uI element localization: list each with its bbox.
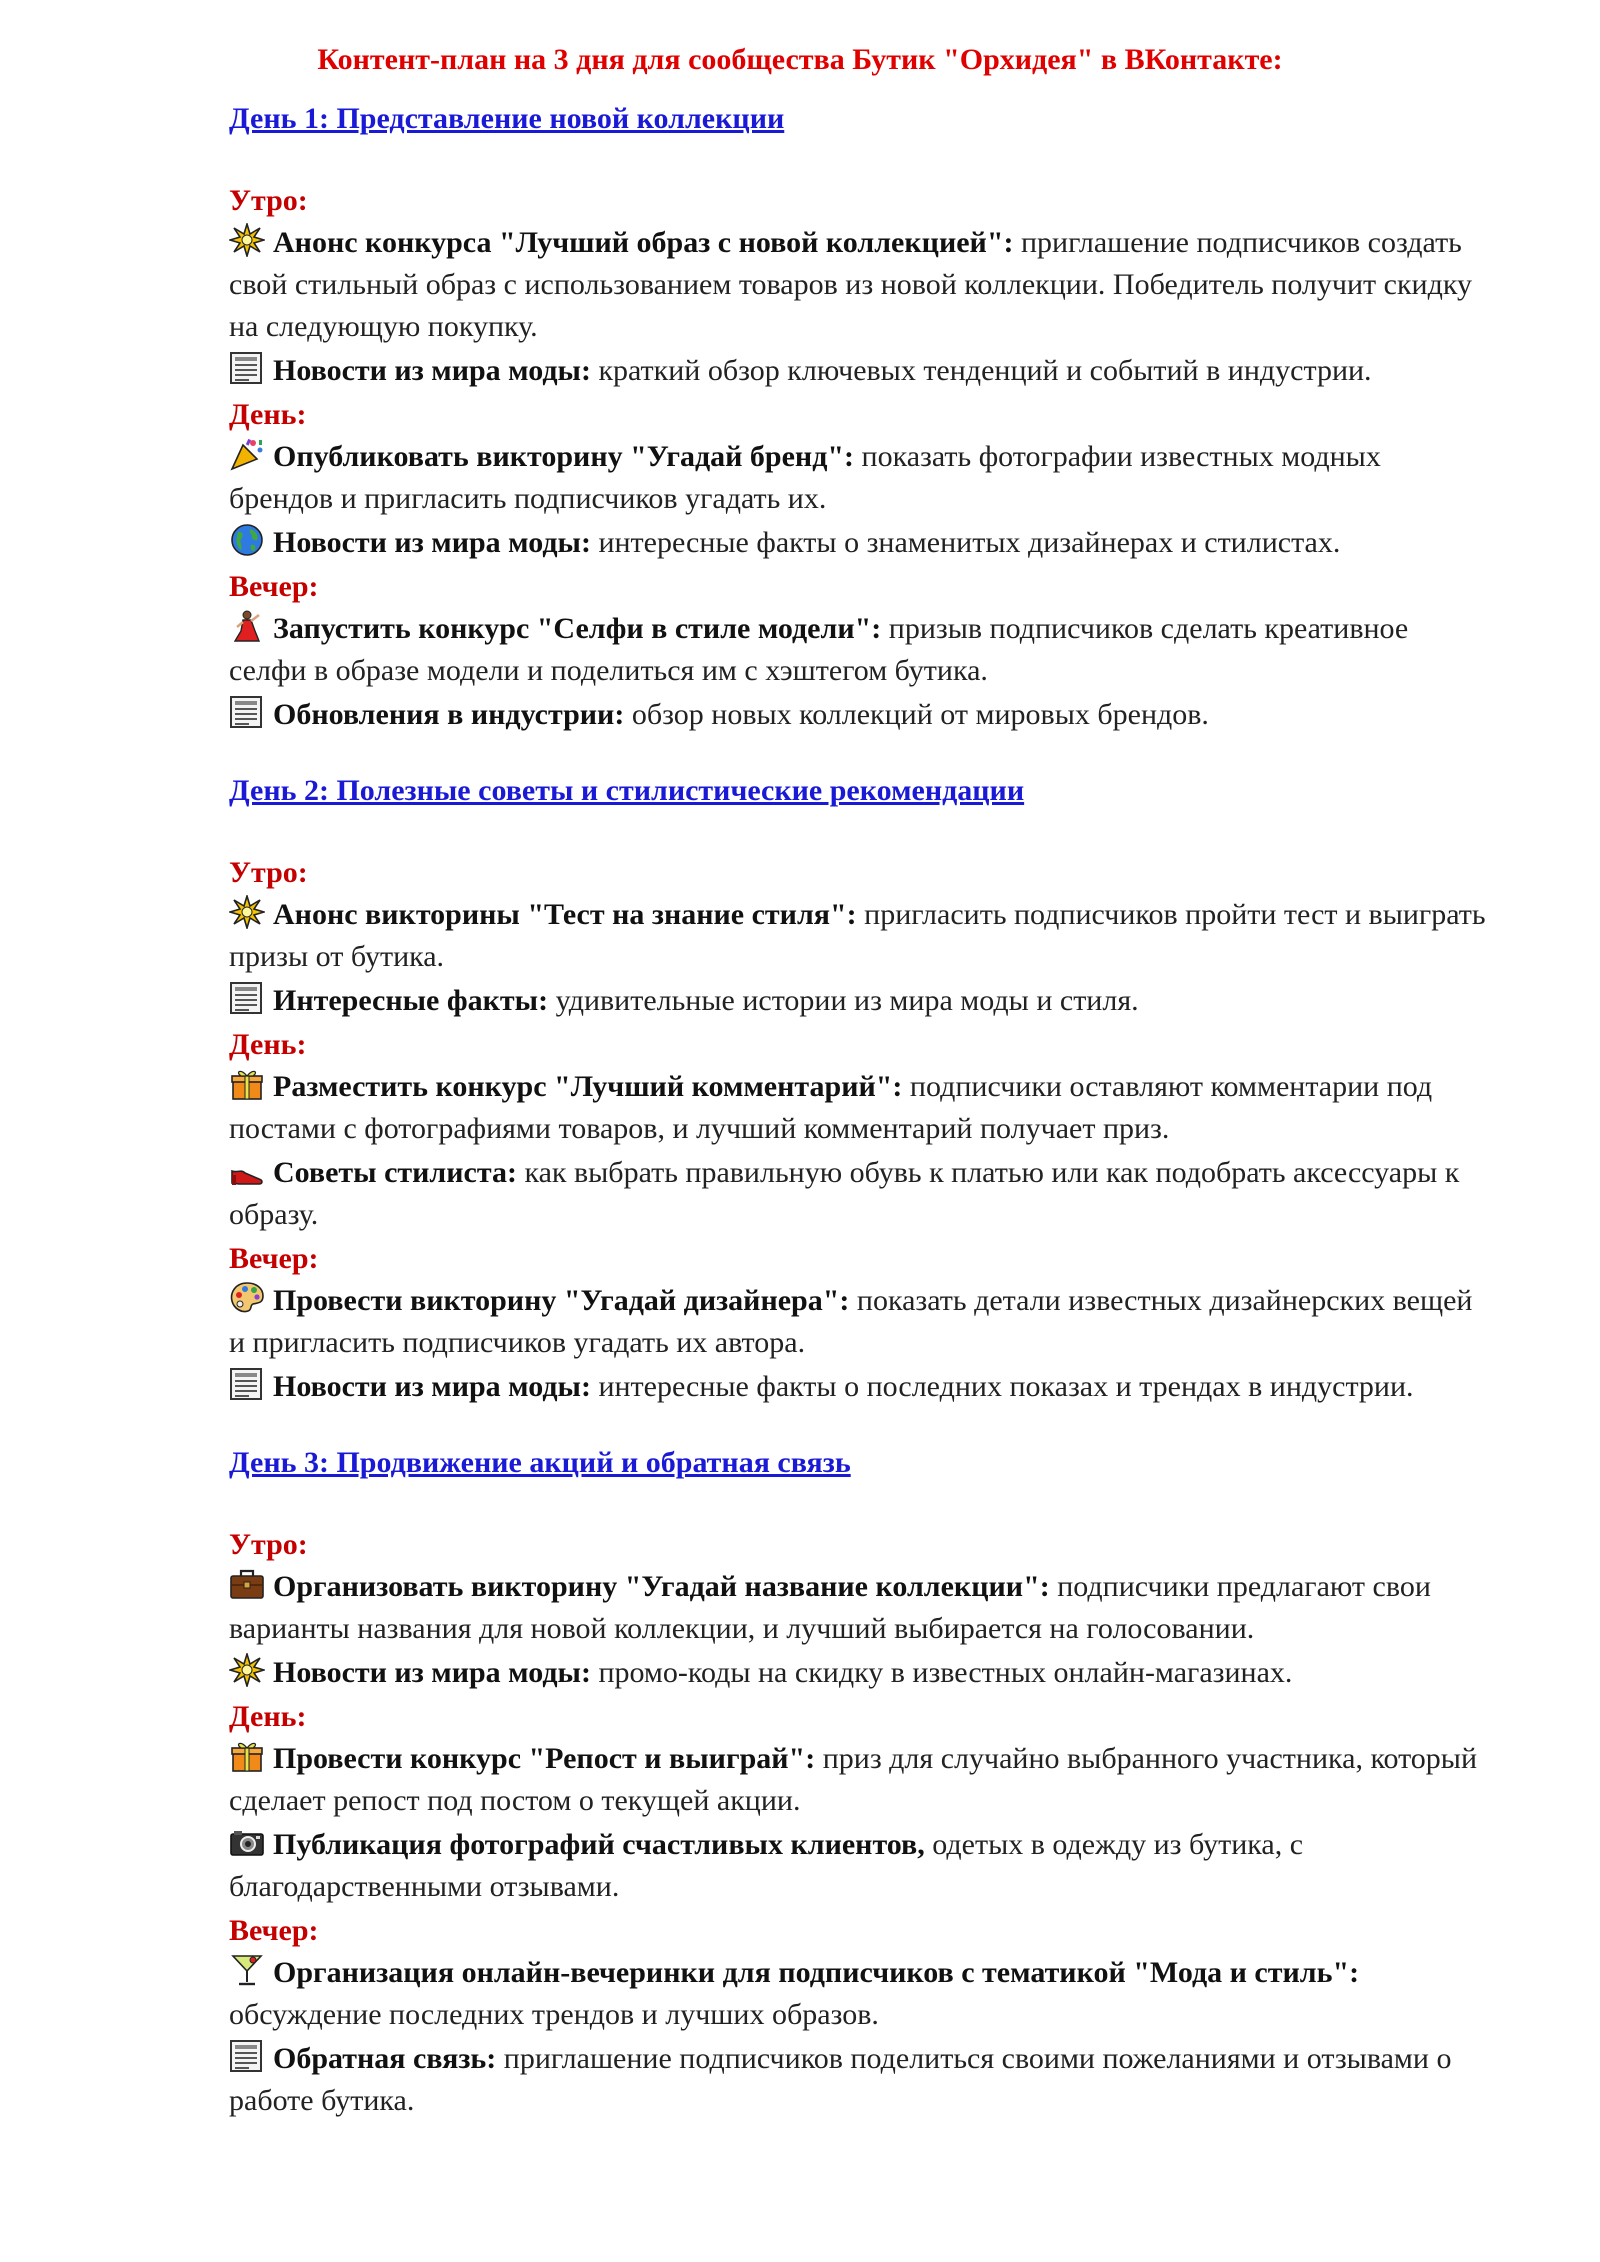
item-title: Разместить конкурс "Лучший комментарий": [273,1070,903,1103]
plan-item [229,980,1491,1022]
item-title: Публикация фотографий счастливых клиентов, [273,1828,925,1861]
plan-item [229,1152,1491,1236]
item-title: Организовать викторину "Угадай название коллекции": [273,1570,1050,1603]
document-content [229,36,1491,2156]
item-description: подписчики оставляют комментарии под постами с фотографиями товаров, и лучший комментарий получает приз. [229,1070,1433,1145]
globe-icon [229,523,267,557]
item-description: промо-коды на скидку в известных онлайн-магазинах. [590,1656,1293,1689]
newspaper-icon [229,695,267,729]
item-title: Запустить конкурс "Селфи в стиле модели": [273,612,882,645]
plan-item [229,436,1491,520]
item-description: показать детали известных дизайнерских вещей и пригласить подписчиков угадать их автора. [229,1284,1473,1359]
plan-item [229,522,1491,564]
plan-item [229,694,1491,736]
sparkle-icon [229,1653,267,1687]
plan-item [229,2038,1491,2122]
item-title: Новости из мира моды: [273,526,591,559]
period-label: День: [229,1700,307,1733]
plan-item [229,1566,1491,1650]
plan-item [229,1066,1491,1150]
item-title: Советы стилиста: [273,1156,517,1189]
item-description: как выбрать правильную обувь к платью или как подобрать аксессуары к образу. [229,1156,1460,1231]
item-description: одетых в одежду из бутика, с благодарственными отзывами. [229,1828,1304,1903]
plan-item [229,1738,1491,1822]
item-title: Обновления в индустрии: [273,698,625,731]
period-label: Утро: [229,1528,308,1561]
item-title: Новости из мира моды: [273,354,591,387]
plan-item [229,222,1491,348]
item-title: Провести викторину "Угадай дизайнера": [273,1284,850,1317]
period-label: День: [229,1028,307,1061]
item-description: показать фотографии известных модных брендов и пригласить подписчиков угадать их. [229,440,1381,515]
period-label: Утро: [229,184,308,217]
plan-item [229,894,1491,978]
period-label: День: [229,398,307,431]
item-description: обзор новых коллекций от мировых брендов. [624,698,1209,731]
plan-item [229,1652,1491,1694]
party-popper-icon [229,437,267,471]
sparkle-icon [229,223,267,257]
day-section [229,770,1491,1408]
plan-item [229,1280,1491,1364]
item-description: краткий обзор ключевых тенденций и событий в индустрии. [590,354,1372,387]
item-description: пригласить подписчиков пройти тест и выиграть призы от бутика. [229,898,1486,973]
item-description: интересные факты о знаменитых дизайнерах и стилистах. [590,526,1341,559]
gift-icon [229,1739,267,1773]
item-title: Новости из мира моды: [273,1370,591,1403]
plan-item [229,1952,1491,2036]
newspaper-icon [229,1367,267,1401]
spacer [229,140,1491,180]
day-heading[interactable]: День 3: Продвижение акций и обратная связь [229,1446,851,1479]
newspaper-icon [229,2039,267,2073]
high-heel-icon [229,1153,267,1187]
item-title: Интересные факты: [273,984,549,1017]
item-description: приглашение подписчиков создать свой стильный образ с использованием товаров из новой коллекции. Победитель получит скидку на следующую покупку. [229,226,1473,343]
newspaper-icon [229,351,267,385]
item-description: обсуждение последних трендов и лучших образов. [229,1998,879,2031]
item-description: интересные факты о последних показах и трендах в индустрии. [590,1370,1414,1403]
day-section [229,98,1491,736]
item-title: Опубликовать викторину "Угадай бренд": [273,440,855,473]
item-description: удивительные истории из мира моды и стиля. [548,984,1139,1017]
plan-item [229,1366,1491,1408]
item-title: Анонс викторины "Тест на знание стиля": [273,898,857,931]
plan-item [229,1824,1491,1908]
item-title: Обратная связь: [273,2042,497,2075]
item-title: Анонс конкурса "Лучший образ с новой коллекцией": [273,226,1014,259]
plan-item [229,608,1491,692]
dancer-icon [229,609,267,643]
days-container [229,98,1491,2122]
spacer [229,1484,1491,1524]
gift-icon [229,1067,267,1101]
newspaper-icon [229,981,267,1015]
period-label: Утро: [229,856,308,889]
plan-item [229,350,1491,392]
sparkle-icon [229,895,267,929]
camera-icon [229,1825,267,1859]
item-title: Провести конкурс "Репост и выиграй": [273,1742,816,1775]
document-title: Контент-план на 3 дня для сообщества Бутик "Орхидея" в ВКонтакте: [317,43,1283,76]
period-label: Вечер: [229,1914,319,1947]
item-description: призыв подписчиков сделать креативное селфи в образе модели и поделиться им с хэштегом бутика. [229,612,1409,687]
item-title: Новости из мира моды: [273,1656,591,1689]
period-label: Вечер: [229,1242,319,1275]
item-description: приглашение подписчиков поделиться своими пожеланиями и отзывами о работе бутика. [229,2042,1452,2117]
item-description: приз для случайно выбранного участника, который сделает репост под постом о текущей акции. [229,1742,1478,1817]
palette-icon [229,1281,267,1315]
spacer [229,812,1491,852]
item-title: Организация онлайн-вечеринки для подписчиков с тематикой "Мода и стиль": [273,1956,1360,1989]
day-section [229,1442,1491,2122]
briefcase-icon [229,1567,267,1601]
day-heading[interactable]: День 2: Полезные советы и стилистические рекомендации [229,774,1025,807]
cocktail-icon [229,1953,267,1987]
day-heading[interactable]: День 1: Представление новой коллекции [229,102,785,135]
period-label: Вечер: [229,570,319,603]
item-description: подписчики предлагают свои варианты названия для новой коллекции, и лучший выбирается на голосовании. [229,1570,1431,1645]
